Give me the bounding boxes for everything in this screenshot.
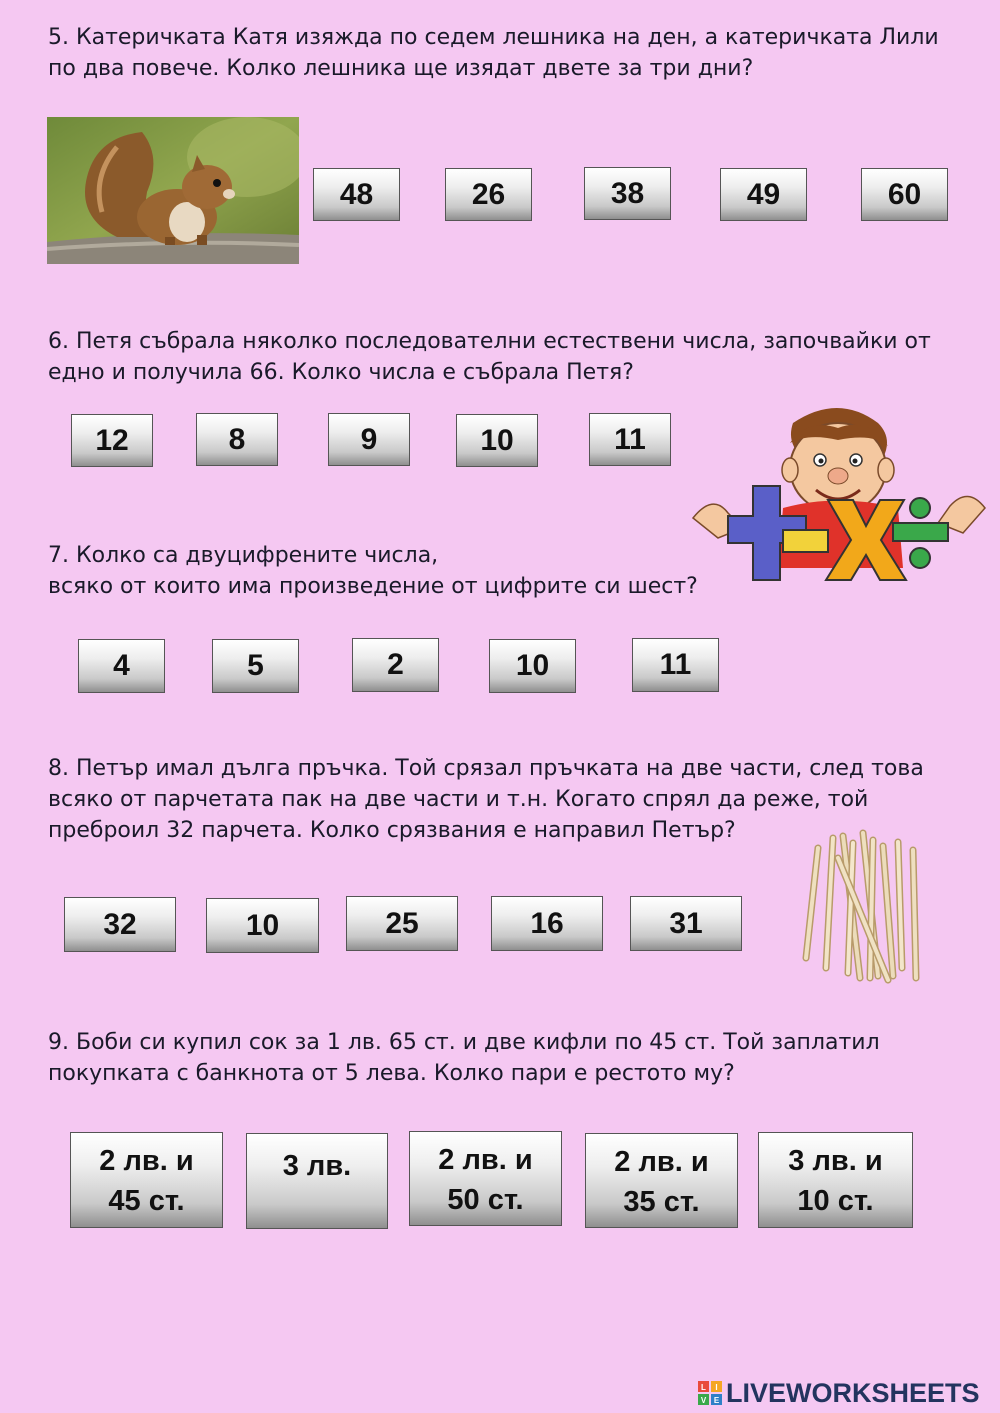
- q5-option-2[interactable]: 26: [445, 168, 532, 221]
- liveworksheets-logo-text: LIVEWORKSHEETS: [726, 1377, 980, 1408]
- q9-option-4-line-1: 2 лв. и: [614, 1145, 709, 1178]
- q9-option-3-line-1: 2 лв. и: [438, 1143, 533, 1176]
- q9-option-1[interactable]: [70, 1132, 223, 1228]
- q9-option-5-line-2: 10 ст.: [797, 1185, 874, 1217]
- question-6-line-1: 6. Петя събрала няколко последователни естествени числа, започвайки от: [48, 329, 931, 354]
- question-6-text: [48, 326, 948, 388]
- logo-badge-letter-1: L: [701, 1383, 706, 1392]
- question-7-text: [48, 540, 948, 602]
- question-5-text: [48, 22, 948, 84]
- q5-option-1[interactable]: 48: [313, 168, 400, 221]
- q9-option-2[interactable]: [246, 1133, 388, 1229]
- q7-option-2[interactable]: 5: [212, 639, 299, 693]
- question-7-line-2: всяко от които има произведение от цифрите си шест?: [48, 574, 698, 599]
- logo-badge-letter-3: V: [700, 1396, 707, 1405]
- q6-option-5[interactable]: 11: [589, 413, 671, 466]
- q7-option-1[interactable]: 4: [78, 639, 165, 693]
- question-6-line-2: едно и получила 66. Колко числа е събрала Петя?: [48, 360, 634, 385]
- q9-option-1-line-2: 45 ст.: [108, 1185, 185, 1217]
- question-8-line-1: 8. Петър имал дълга пръчка. Той срязал пръчката на две части, след това: [48, 756, 924, 781]
- q9-option-5[interactable]: [758, 1132, 913, 1228]
- q7-option-3[interactable]: 2: [352, 638, 439, 692]
- q6-option-3[interactable]: 9: [328, 413, 410, 466]
- q5-option-4[interactable]: 49: [720, 168, 807, 221]
- q8-option-2[interactable]: 10: [206, 898, 319, 953]
- q9-option-5-line-1: 3 лв. и: [788, 1145, 883, 1177]
- q9-option-2-line-1: 3 лв.: [282, 1150, 352, 1182]
- liveworksheets-logo: [698, 1378, 980, 1408]
- question-9-line-1: 9. Боби си купил сок за 1 лв. 65 ст. и две кифли по 45 ст. Той заплатил: [48, 1030, 880, 1055]
- logo-badge-letter-2: I: [715, 1383, 718, 1392]
- question-8-line-2: всяко от парчетата пак на две части и т.н. Когато спрял да реже, той: [48, 787, 869, 812]
- q7-option-4[interactable]: 10: [489, 639, 576, 693]
- q6-option-2[interactable]: 8: [196, 413, 278, 466]
- q9-option-3-line-2: 50 ст.: [447, 1183, 524, 1216]
- q6-option-4[interactable]: 10: [456, 414, 538, 467]
- question-9-text: [48, 1027, 948, 1089]
- question-7-line-1: 7. Колко са двуцифрените числа,: [48, 543, 439, 568]
- q8-option-3[interactable]: 25: [346, 896, 458, 951]
- question-5-line-1: 5. Катеричката Катя изяжда по седем лешника на ден, а катеричката Лили: [48, 25, 939, 50]
- logo-badge-letter-4: E: [713, 1396, 720, 1405]
- q9-option-4-line-2: 35 ст.: [623, 1185, 700, 1218]
- q6-option-1[interactable]: 12: [71, 414, 153, 467]
- q9-option-3[interactable]: [409, 1131, 562, 1226]
- q9-option-4[interactable]: [585, 1133, 738, 1228]
- question-8-line-3: преброил 32 парчета. Колко срязвания е направил Петър?: [48, 818, 736, 843]
- q9-option-1-line-1: 2 лв. и: [99, 1145, 194, 1177]
- q8-option-4[interactable]: 16: [491, 896, 603, 951]
- q7-option-5[interactable]: 11: [632, 638, 719, 692]
- liveworksheets-logo-icon: [698, 1381, 722, 1405]
- squirrel-photo: [47, 117, 299, 264]
- q8-option-1[interactable]: 32: [64, 897, 176, 952]
- question-9-line-2: покупката с банкнота от 5 лева. Колко пари е рестото му?: [48, 1061, 735, 1086]
- q8-option-5[interactable]: 31: [630, 896, 742, 951]
- sticks-photo: [798, 828, 928, 988]
- q5-option-5[interactable]: 60: [861, 168, 948, 221]
- question-5-line-2: по два повече. Колко лешника ще изядат двете за три дни?: [48, 56, 754, 81]
- q5-option-3[interactable]: 38: [584, 167, 671, 220]
